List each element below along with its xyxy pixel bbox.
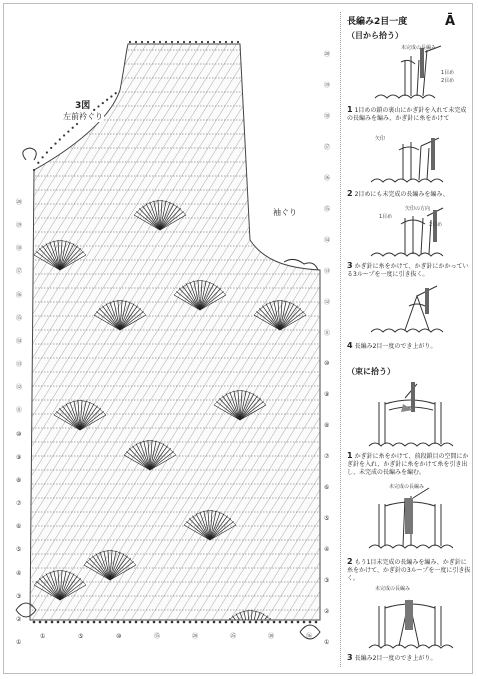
edge-picot — [267, 621, 270, 624]
edge-picot — [177, 621, 180, 624]
right-row-number: ④ — [324, 546, 330, 554]
edge-picot — [171, 621, 174, 624]
figure-label: 3図 — [74, 98, 91, 111]
callout-unfinished-dc: 未完成の長編み — [401, 45, 437, 51]
bottom-marker: ⑯ — [306, 633, 313, 640]
instruction-title: 長編み2目一度 — [347, 17, 408, 27]
left-row-number: ⑯ — [16, 291, 23, 299]
callout-first-st: 1目め — [441, 70, 455, 76]
right-row-number: ⑫ — [324, 298, 331, 306]
neck-edge-dot — [72, 127, 74, 129]
edge-picot — [63, 621, 66, 624]
shoulder-edge-dot — [159, 41, 161, 43]
edge-picot — [315, 621, 318, 624]
left-row-number: ⑮ — [16, 314, 23, 322]
shoulder-edge-dot — [195, 41, 197, 43]
armhole-label: 袖ぐり — [273, 208, 297, 217]
left-row-number: ② — [16, 615, 22, 623]
left-row-number: ⑭ — [16, 337, 23, 345]
step-a4: 4 長編み2目一度のでき上がり。 — [347, 341, 437, 350]
right-row-number: ① — [324, 639, 330, 646]
neck-edge-dot — [76, 123, 78, 125]
right-row-number: ⑥ — [324, 484, 330, 492]
edge-picot — [219, 621, 222, 624]
neckline-label: 左前衿ぐり — [63, 112, 103, 121]
edge-picot — [309, 621, 312, 624]
edge-picot — [225, 621, 228, 624]
edge-picot — [69, 621, 72, 624]
right-row-number: ② — [324, 608, 330, 616]
edge-picot — [129, 621, 132, 624]
edge-picot — [243, 621, 246, 624]
edge-picot — [231, 621, 234, 624]
edge-picot — [273, 621, 276, 624]
shoulder-edge-dot — [225, 41, 227, 43]
bottom-marker: ⑮ — [154, 633, 161, 640]
neck-edge-dot — [63, 134, 65, 136]
right-row-number: ⑯ — [324, 174, 331, 182]
right-row-number: ⑨ — [324, 391, 330, 399]
neck-edge-dot — [54, 143, 56, 145]
right-row-number: ⑧ — [324, 422, 330, 430]
callout-unfinished-dc-b2: 未完成の長編み — [375, 586, 411, 592]
shoulder-edge-dot — [213, 41, 215, 43]
neck-flourish — [23, 148, 36, 160]
left-row-number: ⑳ — [16, 199, 23, 206]
left-row-number: ⑬ — [16, 361, 23, 369]
bottom-marker: ① — [40, 633, 46, 640]
shoulder-edge-dot — [237, 41, 239, 43]
edge-picot — [33, 621, 36, 624]
left-row-number: ⑤ — [16, 546, 22, 554]
callout-first-st-2: 1目め — [379, 214, 393, 220]
neck-edge-dot — [59, 138, 61, 140]
left-row-number: ⑱ — [16, 245, 23, 253]
edge-picot — [81, 621, 84, 624]
shoulder-edge-dot — [171, 41, 173, 43]
shoulder-edge-dot — [135, 41, 137, 43]
edge-picot — [135, 621, 138, 624]
left-row-number: ⑥ — [16, 523, 22, 531]
shoulder-edge-dot — [189, 41, 191, 43]
step-b3: 3 長編み2目一度のでき上がり。 — [347, 653, 437, 662]
callout-unfinished-dc-b: 未完成の長編み — [389, 484, 425, 490]
step-a1: 1 1目めの鎖の裏山にかぎ針を入れて未完成の長編みを編み、かぎ針に糸をかけて — [347, 105, 467, 122]
edge-picot — [99, 621, 102, 624]
neck-edge-dot — [37, 162, 39, 164]
bottom-marker: ⑩ — [116, 633, 122, 640]
neck-edge-dot — [46, 151, 48, 153]
edge-picot — [123, 621, 126, 624]
left-row-number: ⑲ — [16, 222, 23, 230]
left-row-number: ③ — [16, 592, 22, 600]
edge-picot — [117, 621, 120, 624]
edge-picot — [255, 621, 258, 624]
shoulder-edge-dot — [201, 41, 203, 43]
edge-picot — [51, 621, 54, 624]
edge-picot — [291, 621, 294, 624]
edge-picot — [237, 621, 240, 624]
shoulder-edge-dot — [147, 41, 149, 43]
edge-picot — [285, 621, 288, 624]
edge-picot — [45, 621, 48, 624]
edge-picot — [87, 621, 90, 624]
left-row-number: ⑫ — [16, 384, 23, 392]
edge-picot — [147, 621, 150, 624]
edge-picot — [189, 621, 192, 624]
edge-picot — [279, 621, 282, 624]
callout-arrow-direction: 矢印の方向 — [405, 206, 431, 212]
right-row-number: ⑮ — [324, 205, 331, 213]
edge-picot — [141, 621, 144, 624]
section2-heading: （束に拾う） — [347, 367, 395, 376]
edge-picot — [249, 621, 252, 624]
step-a3-illustration — [365, 204, 465, 262]
edge-picot — [201, 621, 204, 624]
neck-edge-dot — [115, 92, 117, 94]
garment-outline — [30, 44, 320, 620]
right-row-number: ③ — [324, 577, 330, 585]
right-row-number: ⑪ — [324, 329, 331, 337]
shoulder-edge-dot — [141, 41, 143, 43]
callout-arrow: 矢印 — [375, 136, 386, 142]
left-row-number: ⑨ — [16, 453, 22, 461]
neck-edge-dot — [97, 105, 99, 107]
panel-divider — [340, 12, 341, 667]
shoulder-edge-dot — [207, 41, 209, 43]
edge-picot — [57, 621, 60, 624]
shoulder-edge-dot — [129, 41, 131, 43]
right-row-number: ⑬ — [324, 267, 331, 275]
neck-edge-dot — [67, 130, 69, 132]
bottom-marker: ⑤ — [78, 633, 84, 640]
edge-picot — [153, 621, 156, 624]
shoulder-edge-dot — [183, 41, 185, 43]
right-row-number: ⑤ — [324, 515, 330, 523]
edge-picot — [297, 621, 300, 624]
shoulder-edge-dot — [153, 41, 155, 43]
left-row-number: ⑪ — [16, 407, 23, 415]
neck-edge-dot — [50, 147, 52, 149]
callout-second-st: 2目め — [441, 78, 455, 84]
edge-picot — [105, 621, 108, 624]
step-a3: 3 かぎ針に糸をかけて、かぎ針にかかっている3ループを一度に引き抜く。 — [347, 261, 469, 278]
shoulder-edge-dot — [231, 41, 233, 43]
neck-edge-dot — [102, 102, 104, 104]
step-a4-illustration — [365, 284, 465, 340]
bottom-marker: ⑳ — [192, 633, 199, 640]
edge-picot — [165, 621, 168, 624]
dc2tog-symbol-icon: Ā — [445, 14, 456, 29]
neck-edge-dot — [33, 169, 35, 171]
edge-picot — [159, 621, 162, 624]
edge-picot — [111, 621, 114, 624]
neck-edge-dot — [106, 99, 108, 101]
left-row-number: ⑰ — [16, 268, 23, 276]
left-row-number: ⑦ — [16, 500, 22, 508]
callout-second-st-2: 2目め — [429, 222, 443, 228]
right-row-number: ⑭ — [324, 236, 331, 244]
shoulder-edge-dot — [219, 41, 221, 43]
edge-picot — [261, 621, 264, 624]
edge-picot — [303, 621, 306, 624]
bottom-marker: ㉚ — [268, 633, 275, 640]
right-row-number: ⑦ — [324, 453, 330, 461]
shoulder-edge-dot — [177, 41, 179, 43]
left-row-number: ④ — [16, 569, 22, 577]
edge-picot — [93, 621, 96, 624]
neck-edge-dot — [110, 95, 112, 97]
edge-picot — [183, 621, 186, 624]
right-row-number: ⑰ — [324, 143, 331, 151]
edge-picot — [195, 621, 198, 624]
bottom-marker: ㉕ — [230, 633, 237, 640]
step-b2-illustration — [365, 484, 465, 554]
edge-picot — [39, 621, 42, 624]
neck-edge-dot — [42, 156, 44, 158]
left-row-number: ⑩ — [16, 430, 22, 438]
left-row-number: ⑧ — [16, 476, 22, 484]
step-b2: 2 もう1目未完成の長編みを編み、かぎ針に糸をかけて、かぎ針の3ループを一度に引き抜く。 — [347, 557, 471, 582]
shoulder-edge-dot — [165, 41, 167, 43]
step-b3-illustration — [365, 590, 465, 654]
edge-picot — [75, 621, 78, 624]
edge-picot — [213, 621, 216, 624]
step-b1: 1 かぎ針に糸をかけて、前段鎖目の空間にかぎ針を入れ、かぎ針に糸をかけて糸を引き出し、未完成の長編みを編む。 — [347, 451, 469, 476]
edge-picot — [207, 621, 210, 624]
section1-heading: （目から拾う） — [347, 31, 403, 40]
left-row-number: ① — [16, 639, 22, 646]
step-a2: 2 2目めにも未完成の長編みを編み、 — [347, 189, 449, 198]
instruction-panel — [345, 10, 473, 672]
right-row-number: ⑱ — [324, 112, 331, 120]
right-row-number: ⑩ — [324, 360, 330, 368]
right-row-number: ⑳ — [324, 51, 331, 58]
right-row-number: ⑲ — [324, 81, 331, 89]
step-b1-illustration — [365, 380, 465, 452]
